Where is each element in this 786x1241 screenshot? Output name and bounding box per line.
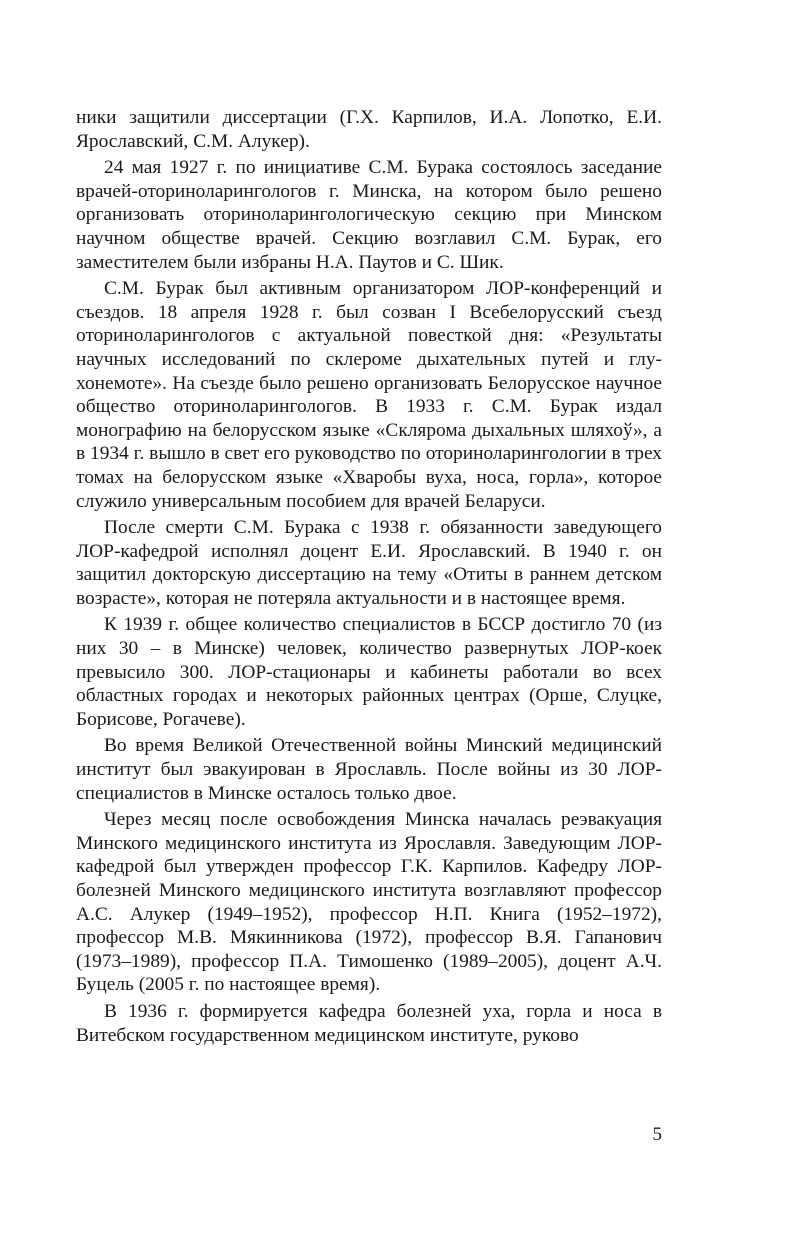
page-number: 5 — [652, 1124, 662, 1145]
paragraph: К 1939 г. общее количество специалистов в БССР достигло 70 (из них 30 – в Минске) человек, количество развернутых ЛОР-коек превысило 300. ЛОР-стационары и кабинеты работали во всех областных городах и некоторых районных центрах (Орше, Слуцке, Борисове, Рогачеве). — [76, 614, 662, 730]
paragraph-continuation: ники защитили диссертации (Г.Х. Карпилов, И.А. Лопотко, Е.И. Ярославский, С.М. Алукер). — [76, 107, 662, 152]
paragraph: 24 мая 1927 г. по инициативе С.М. Бурака состоялось заседание врачей-оториноларингологов г. Минска, на котором было решено организовать оториноларингологическую секцию при Минском научном обществе врачей. Секцию возглавил С.М. Бурак, его заместителем были избраны Н.А. Паутов и С. Шик. — [76, 157, 662, 273]
paragraph: После смерти С.М. Бурака с 1938 г. обязанности заведующего ЛОР-кафедрой исполнял доцент Е.И. Ярославский. В 1940 г. он защитил докторскую диссертацию на тему «Отиты в раннем детском возрасте», которая не потеряла актуальности и в настоящее время. — [76, 517, 662, 609]
paragraph: В 1936 г. формируется кафедра болезней уха, горла и носа в Витебском государственном медицинском институте, руково — [76, 1000, 662, 1046]
paragraph: Через месяц после освобождения Минска началась реэвакуация Минского медицинского института из Ярославля. Заведующим ЛОР-кафедрой был утвержден профессор Г.К. Карпилов. Кафедру ЛОР-болезней Минского медицинского института возглавляют профессор А.С. Алукер (1949–1952), профессор Н.П. Книга (1952–1972), профессор М.В. Мякинникова (1972), профессор В.Я. Гапанович (1973–1989), профессор П.А. Тимошенко (1989–2005), доцент А.Ч. Буцель (2005 г. по настоящее время). — [76, 809, 662, 996]
body-text — [76, 106, 662, 1050]
paragraph: Во время Великой Отечественной войны Минский медицинский институт был эвакуирован в Ярославль. После войны из 30 ЛОР-специалистов в Минске осталось только двое. — [76, 735, 662, 804]
paragraph: С.М. Бурак был активным организатором ЛОР-конференций и съездов. 18 апреля 1928 г. был созван I Всебелорусский съезд оториноларингологов с актуальной повесткой дня: «Результаты научных исследований по склероме дыхательных путей и глухонемоте». На съезде было решено организовать Белорусское научное общество оториноларингологов. В 1933 г. С.М. Бурак издал монографию на белорусском языке «Склярома дыхальных шляхоў», а в 1934 г. вышло в свет его руководство по оториноларингологии в трех томах на белорусском языке «Хваробы вуха, носа, горла», которое служило универсальным пособием для врачей Беларуси. — [76, 278, 662, 512]
